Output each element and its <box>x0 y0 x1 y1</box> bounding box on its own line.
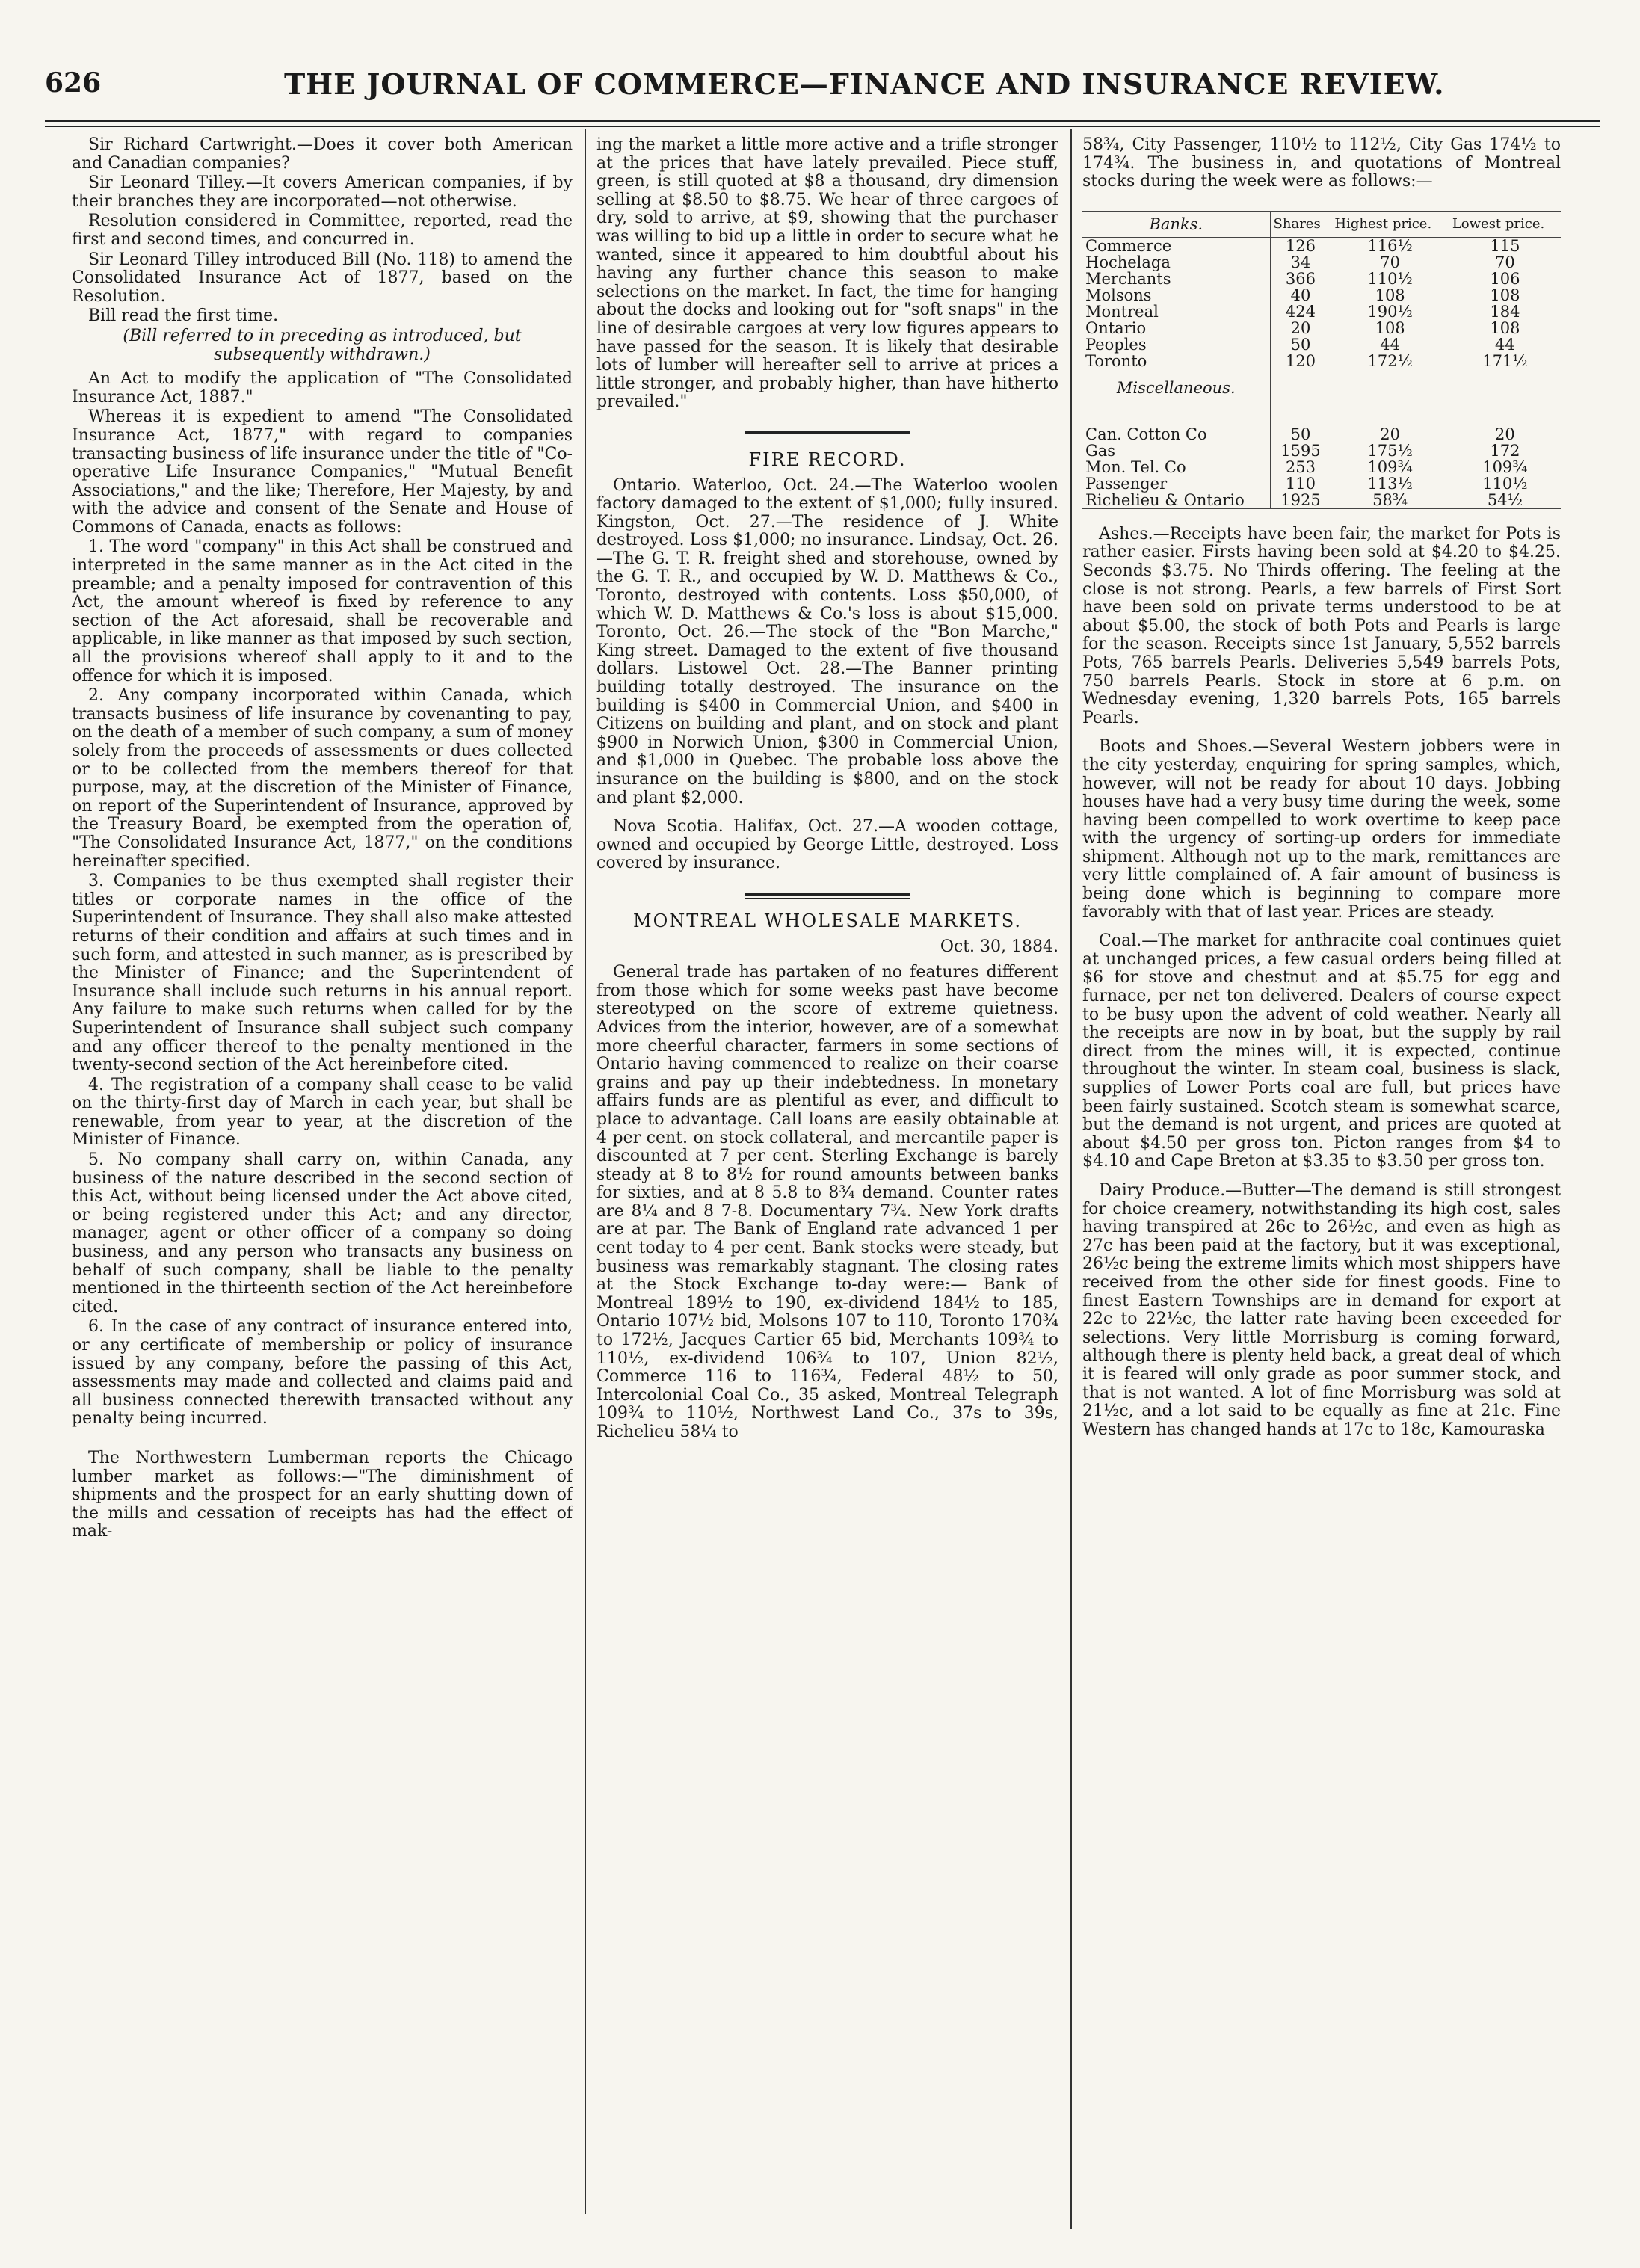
table-row <box>1082 303 1561 320</box>
act-section: 1. The word "company" in this Act shall be construed and interpreted in the same manner as in the Act cited in the preamble; and a penalty imposed for contravention of this Act, the amount whereof is fixed by reference to any section of the Act aforesaid, shall be recoverable and applicable, in like manner as that imposed by such section, all the provisions whereof shall apply to it and to the offence for which it is imposed. <box>72 537 573 685</box>
table-row <box>1082 459 1561 475</box>
cell-high: 110½ <box>1331 271 1449 287</box>
col-header-lowest: Lowest price. <box>1449 211 1561 237</box>
cell-low: 70 <box>1449 254 1561 271</box>
table-row <box>1082 237 1561 254</box>
stocks-continued: 58¾, City Passenger, 110½ to 112½, City Gas 174½ to 174¾. The business in, and quotations of Montreal stocks during the week were as follows:— <box>1082 136 1561 191</box>
markets-body: General trade has partaken of no features different from those which for some weeks past have become stereotyped on the score of extreme quietness. Advices from the interior, however, are of a somewhat more cheerful character, farmers in some sections of Ontario having commenced to realize on their coarse grains and pay up their indebtedness. In monetary affairs funds are as plentiful as ever, and difficult to place to advantage. Call loans are easily obtainable at 4 per cent. on stock collateral, and mercantile paper is discounted at 7 per cent. Sterling Exchange is barely steady at 8 to 8½ for round amounts between banks for sixties, and at 8 5.8 to 8¾ demand. Counter rates are 8¼ and 8 7-8. Documentary 7¾. New York drafts are at par. The Bank of England rate advanced 1 per cent today to 4 per cent. Bank stocks were steady, but business was remarkably stagnant. The closing rates at the Stock Exchange to-day were:— Bank of Montreal 189½ to 190, ex-dividend 184½ to 185, Ontario 107½ bid, Molsons 107 to 110, Toronto 170¾ to 172½, Jacques Cartier 65 bid, Merchants 109¾ to 110½, ex-dividend 106¾ to 107, Union 82½, Commerce 116 to 116¾, Federal 48½ to 50, Intercolonial Coal Co., 35 asked, Montreal Telegraph 109¾ to 110½, Northwest Land Co., 37s to 39s, Richelieu 58¼ to <box>596 963 1058 1441</box>
act-section: 5. No company shall carry on, within Canada, any business of the nature described in the second section of this Act, without being licensed under the Act above cited, or being registered under this Act; and any director, manager, agent or other officer of a company so doing business, and any person who transacts any business on behalf of such company, shall be liable to the penalty mentioned in the thirteenth section of the Act hereinbefore cited. <box>72 1150 573 1316</box>
cell-name: Can. Cotton Co <box>1085 425 1207 443</box>
cell-low: 115 <box>1449 237 1561 254</box>
lumberman-article: The Northwestern Lumberman reports the Chicago lumber market as follows:—"The diminishment of shipments and the prospect for an early shutting down of the mills and cessation of receipts has had the effect of mak- <box>72 1448 573 1541</box>
column-left <box>72 136 573 2184</box>
column-right <box>1082 136 1561 2252</box>
fire-ontario: Ontario. Waterloo, Oct. 24.—The Waterloo woolen factory damaged to the extent of $1,000; fully insured. Kingston, Oct. 27.—The residence of J. White destroyed. Loss $1,000; no insurance. Lindsay, Oct. 26.—The G. T. R. freight shed and storehouse, owned by the G. T. R., and occupied by W. D. Matthews & Co., Toronto, destroyed with contents. Loss $50,000, of which W. D. Matthews & Co.'s loss is about $15,000. Toronto, Oct. 26.—The stock of the "Bon Marche," King street. Damaged to the extent of five thousand dollars. Listowel Oct. 28.—The Banner printing building totally destroyed. The insurance on the building is $400 in Commercial Union, and $400 in Citizens on building and plant, and on stock and plant $900 in Norwich Union, $300 in Commercial Union, and $1,000 in Quebec. The probable loss above the insurance on the building is $800, and on the stock and plant $2,000. <box>596 475 1058 807</box>
cell-shares: 1925 <box>1270 492 1331 509</box>
section-rule <box>745 431 910 437</box>
header-rule <box>45 120 1600 127</box>
act-section: 3. Companies to be thus exempted shall register their titles or corporate names in the office of the Superintendent of Insurance. They shall also make attested returns of their condition and affairs at such times and in such form, and attested in such manner, as is prescribed by the Minister of Finance; and the Superintendent of Insurance shall include such returns in his annual report. Any failure to make such returns when called for by the Superintendent of Insurance shall subject such company and any officer thereof to the penalty mentioned in the twenty-second section of the Act hereinbefore cited. <box>72 872 573 1075</box>
cell-name: Commerce <box>1085 236 1172 255</box>
column-middle <box>596 136 1058 2252</box>
cell-low: 172 <box>1449 443 1561 459</box>
fire-record-title: FIRE RECORD. <box>748 449 907 470</box>
cell-high: 20 <box>1331 426 1449 443</box>
act-title: An Act to modify the application of "The Consolidated Insurance Act, 1887." <box>72 369 573 407</box>
journal-title: THE JOURNAL OF COMMERCE—FINANCE AND INSURANCE REVIEW. <box>284 67 1445 101</box>
table-row <box>1082 254 1561 271</box>
page-header <box>45 67 1600 112</box>
cell-high: 116½ <box>1331 237 1449 254</box>
cell-high: 108 <box>1331 320 1449 336</box>
cell-low: 54½ <box>1449 492 1561 509</box>
cell-shares: 424 <box>1270 303 1331 320</box>
markets-title: MONTREAL WHOLESALE MARKETS. <box>633 910 1022 931</box>
cell-shares: 50 <box>1270 336 1331 353</box>
cell-name: Molsons <box>1085 286 1152 304</box>
cell-low: 106 <box>1449 271 1561 287</box>
table-row <box>1082 353 1561 369</box>
act-section: 6. In the case of any contract of insurance entered into, or any certificate of membership or policy of insurance issued by any company, before the passing of this Act, assessments may made and collected and claims paid and all business connected therewith transacted without any penalty being incurred. <box>72 1317 573 1429</box>
column-divider <box>1070 129 1072 2229</box>
boots-shoes-report: Boots and Shoes.—Several Western jobbers were in the city yesterday, enquiring for spring samples, which, however, will not be ready for about 10 days. Jobbing houses have had a very busy time during the week, some having been compelled to work overtime to keep pace with the urgency of sorting-up orders for immediate shipment. Although not up to the mark, remittances are very little complained of. A fair amount of business is being done which is beginning to compare more favorably with that of last year. Prices are steady. <box>1082 737 1561 922</box>
cell-name: Peoples <box>1085 335 1147 354</box>
cell-low: 20 <box>1449 426 1561 443</box>
cell-name: Merchants <box>1085 269 1171 288</box>
stock-quotations-table <box>1082 211 1561 509</box>
paragraph: Resolution considered in Committee, reported, read the first and second times, and concurred in. <box>72 212 573 249</box>
coal-report: Coal.—The market for anthracite coal continues quiet at unchanged prices, a few casual orders being filled at $6 for stove and chestnut and at $5.75 for egg and furnace, per net ton delivered. Dealers of course expect to be busy upon the advent of cold weather. Nearly all the receipts are now in by boat, but the supply by rail direct from the mines will, it is expected, continue throughout the winter. In steam coal, business is slack, supplies of Lower Ports coal are full, but prices have been fairly sustained. Scotch steam is somewhat scarce, but the demand is not urgent, and prices are quoted at about $4.50 per gross ton. Picton ranges from $4 to $4.10 and Cape Breton at $3.35 to $3.50 per gross ton. <box>1082 931 1561 1171</box>
cell-shares: 110 <box>1270 475 1331 492</box>
cell-name: Richelieu & Ontario <box>1082 492 1270 509</box>
cell-high: 108 <box>1331 287 1449 303</box>
cell-low: 184 <box>1449 303 1561 320</box>
cell-shares: 126 <box>1270 237 1331 254</box>
cell-name: Montreal <box>1085 302 1159 321</box>
cell-name: Mon. Tel. Co <box>1085 457 1186 476</box>
act-section: 4. The registration of a company shall cease to be valid on the thirty-first day of March in each year, but shall be renewable, from year to year, at the discretion of the Minister of Finance. <box>72 1075 573 1150</box>
markets-date: Oct. 30, 1884. <box>940 937 1058 956</box>
cell-name: Hochelaga <box>1085 253 1171 271</box>
table-row <box>1082 336 1561 353</box>
paragraph: Bill read the first time. <box>88 306 279 326</box>
cell-high: 70 <box>1331 254 1449 271</box>
cell-high: 175½ <box>1331 443 1449 459</box>
cell-name: Passenger <box>1085 474 1168 493</box>
section-rule <box>745 893 910 899</box>
cell-high: 172½ <box>1331 353 1449 369</box>
act-section: 2. Any company incorporated within Canada, which transacts business of life insurance by covenanting to pay, on the death of a member of such company, a sum of money solely from the proceeds of assessments or dues collected or to be collected from the members thereof for that purpose, may, at the discretion of the Minister of Finance, on report of the Superintendent of Insurance, approved by the Treasury Board, be exempted from the operation of, "The Consolidated Insurance Act, 1877," on the conditions hereinafter specified. <box>72 686 573 871</box>
cell-high: 190½ <box>1331 303 1449 320</box>
subheading-miscellaneous: Miscellaneous. <box>1116 378 1236 397</box>
col-header-shares: Shares <box>1270 211 1331 237</box>
cell-shares: 50 <box>1270 426 1331 443</box>
table-row <box>1082 320 1561 336</box>
act-preamble: Whereas it is expedient to amend "The Consolidated Insurance Act, 1877," with regard to companies transacting business of life insurance under the title of "Co-operative Life Insurance Companies," "Mutual Benefit Associations," and the like; Therefore, Her Majesty, by and with the advice and consent of the Senate and House of Commons of Canada, enacts as follows: <box>72 407 573 537</box>
cell-name: Toronto <box>1085 351 1147 370</box>
table-row <box>1082 475 1561 492</box>
cell-shares: 34 <box>1270 254 1331 271</box>
dairy-report: Dairy Produce.—Butter—The demand is still strongest for choice creamery, notwithstanding its high cost, sales having transpired at 26c to 26½c, and even as high as 27c has been paid at the factory, but it was exceptional, 26½c being the extreme limits which most shippers have received from the other side for finest goods. Fine to finest Eastern Townships are in demand for export at 22c to 22½c, the latter rate having been exceeded for selections. Very little Morrisburg is coming forward, although there is plenty held back, a great deal of which it is feared will only grade as poor summer stock, and that is not wanted. A lot of fine Morrisburg was sold at 21½c, and a lot said to be equally as fine at 21c. Fine Western has changed hands at 17c to 18c, Kamouraska <box>1082 1180 1561 1439</box>
page-number: 626 <box>45 67 102 99</box>
cell-shares: 1595 <box>1270 443 1331 459</box>
table-row <box>1082 271 1561 287</box>
col-header-highest: Highest price. <box>1331 211 1449 237</box>
fire-nova-scotia: Nova Scotia. Halifax, Oct. 27.—A wooden cottage, owned and occupied by George Little, destroyed. Loss covered by insurance. <box>596 817 1058 873</box>
cell-high: 58¾ <box>1331 492 1449 509</box>
ashes-report: Ashes.—Receipts have been fair, the market for Pots is rather easier. Firsts having been sold at $4.20 to $4.25. Seconds $3.75. No Thirds offering. The feeling at the close is not strong. Pearls, a few barrels of First Sort have been sold on private terms understood to be at about $5.00, the stock of both Pots and Pearls is large for the season. Receipts since 1st January, 5,552 barrels Pots, 765 barrels Pearls. Deliveries 5,549 barrels Pots, 750 barrels Pearls. Stock in store at 6 p.m. on Wednesday evening, 1,320 barrels Pots, 165 barrels Pearls. <box>1082 524 1561 727</box>
table-row <box>1082 426 1561 443</box>
table-row <box>1082 287 1561 303</box>
cell-low: 108 <box>1449 320 1561 336</box>
column-divider <box>585 129 586 2214</box>
paragraph: Sir Leonard Tilley.—It covers American companies, if by their branches they are incorporated—not otherwise. <box>72 173 573 211</box>
cell-low: 108 <box>1449 287 1561 303</box>
cell-low: 110½ <box>1449 475 1561 492</box>
cell-shares: 40 <box>1270 287 1331 303</box>
cell-shares: 253 <box>1270 459 1331 475</box>
cell-low: 44 <box>1449 336 1561 353</box>
cell-shares: 20 <box>1270 320 1331 336</box>
cell-name: Ontario <box>1085 318 1147 337</box>
table-row <box>1082 443 1561 459</box>
lumber-continued: ing the market a little more active and a trifle stronger at the prices that have lately prevailed. Piece stuff, green, is still quoted at $8 a thousand, dry dimension selling at $8.50 to $8.75. We hear of three cargoes of dry, sold to arrive, at $9, showing that the purchaser was willing to bid up a little in order to secure what he wanted, since it appeared to him doubtful about his having any further chance this season to make selections on the market. In fact, the time for hanging about the docks and looking out for "soft snaps" in the line of desirable cargoes at very low figures appears to have passed for the season. It is likely that desirable lots of lumber will hereafter sell to arrive at prices a little stronger, and probably higher, than have hitherto prevailed." <box>596 136 1058 412</box>
cell-name: Gas <box>1085 441 1116 460</box>
cell-low: 109¾ <box>1449 459 1561 475</box>
cell-shares: 120 <box>1270 353 1331 369</box>
table-subheading-row <box>1082 369 1561 426</box>
cell-high: 113½ <box>1331 475 1449 492</box>
paragraph: Sir Leonard Tilley introduced Bill (No. 118) to amend the Consolidated Insurance Act of 1877, based on the Resolution. <box>72 250 573 306</box>
table-row <box>1082 492 1561 509</box>
cell-high: 109¾ <box>1331 459 1449 475</box>
cell-low: 171½ <box>1449 353 1561 369</box>
cell-high: 44 <box>1331 336 1449 353</box>
cell-shares: 366 <box>1270 271 1331 287</box>
col-header-banks: Banks. <box>1082 211 1270 237</box>
bill-note: (Bill referred to in preceding as introduced, but subsequently withdrawn.) <box>123 326 522 364</box>
paragraph: Sir Richard Cartwright.—Does it cover both American and Canadian companies? <box>72 136 573 173</box>
